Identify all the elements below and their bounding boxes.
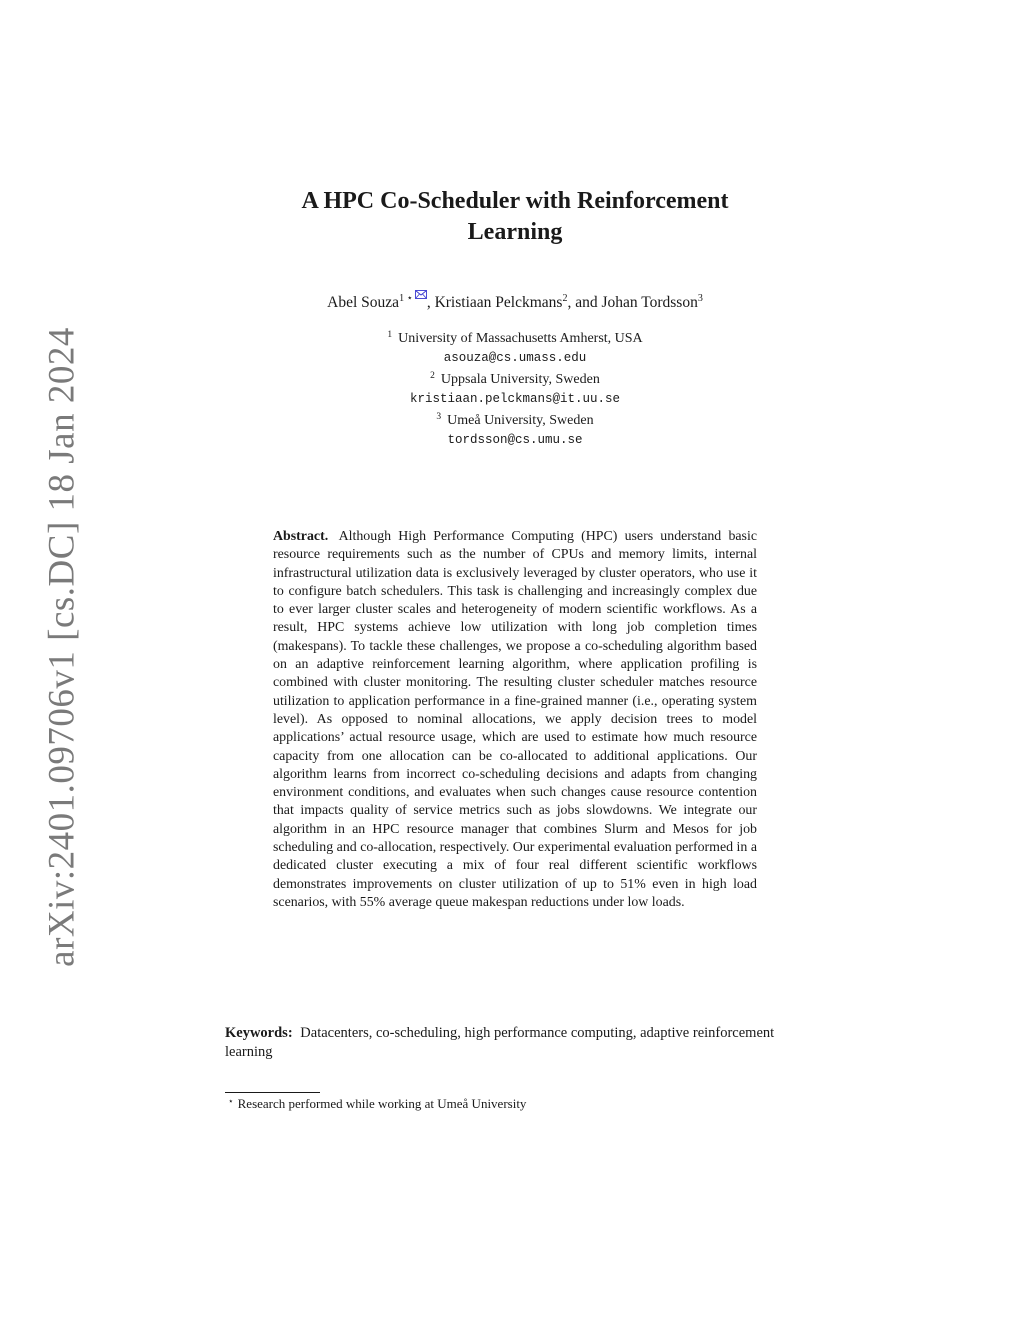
abstract-text: Although High Performance Computing (HPC) users understand basic resource requirements such as the number of CPUs and memory limits, internal infrastructural utilization data is exclusively leveraged by cluster operators, who use it to configure batch schedulers. This task is challenging and increasingly complex due to ever larger cluster scales and heterogeneity of modern scientific workflows. As a result, HPC systems achieve low utilization with long job completion times (makespans). To tackle these challenges, we propose a co-scheduling algorithm based on an adaptive reinforcement learning algorithm, where application profiling is combined with cluster monitoring. The resulting cluster scheduler matches resource utilization to application performance in a fine-grained manner (i.e., operating system level). As opposed to nominal allocations, we apply decision trees to model applications’ actual resource usage, which are used to estimate how much resource capacity from one allocation can be co-allocated to additional applications. Our algorithm learns from incorrect co-scheduling decisions and adapts from changing environment conditions, and evaluates when such changes cause resource contention that impacts quality of service metrics such as jobs slowdowns. We integrate our algorithm in an HPC resource manager that combines Slurm and Mesos for job scheduling and co-allocation, respectively. Our experimental evaluation performed in a dedicated cluster executing a mix of four real different scientific workflows demonstrates improvements on cluster utilization of up to 51% even in high load scenarios, with 55% average queue makespan reductions under low loads. <box>273 529 757 910</box>
envelope-icon[interactable] <box>415 290 427 299</box>
affiliation-block <box>200 326 830 449</box>
author-affiliation-mark: 1 ⋆ <box>399 293 413 304</box>
keywords <box>225 1024 805 1062</box>
affiliation-email[interactable]: tordsson@cs.umu.se <box>447 432 583 447</box>
keywords-text: Datacenters, co-scheduling, high performance computing, adaptive reinforcement learning <box>225 1025 775 1060</box>
author-affiliation-mark: 2 <box>562 293 568 304</box>
paper-title-line-1: A HPC Co-Scheduler with Reinforcement <box>301 188 729 214</box>
paper-title-line-2: Learning <box>467 219 563 245</box>
affiliation-email[interactable]: kristiaan.pelckmans@it.uu.se <box>409 391 621 406</box>
author-list: Abel Souza$^{1 ⋆}$ , Kristiaan Pelckmans$^2$, and Johan Tordsson$^3$ <box>200 290 830 312</box>
affiliation-email[interactable]: asouza@cs.umass.edu <box>443 350 587 365</box>
author-name: Abel Souza <box>327 294 400 311</box>
arxiv-identifier-stamp: arXiv:2401.09706v1 [cs.DC] 18 Jan 2024 <box>41 327 83 967</box>
author-affiliation-mark: 3 <box>697 293 703 304</box>
affiliation-name: $^2$ Uppsala University, Sweden <box>430 371 600 387</box>
paper-title <box>200 186 830 248</box>
footnote-text: Research performed while working at Umeå University <box>237 1096 527 1111</box>
abstract <box>273 528 757 912</box>
affiliation-name: $^1$ University of Massachusetts Amherst, USA <box>387 330 643 346</box>
footnote-divider <box>225 1092 320 1093</box>
footnote <box>228 1096 526 1112</box>
keywords-label: Keywords: <box>225 1025 293 1041</box>
abstract-label: Abstract. <box>273 529 329 544</box>
affiliation-name: $^3$ Umeå University, Sweden <box>436 412 594 428</box>
author-name: Johan Tordsson <box>601 294 698 311</box>
footnote-mark: ⋆ <box>228 1096 234 1106</box>
author-name: Kristiaan Pelckmans <box>434 294 563 311</box>
